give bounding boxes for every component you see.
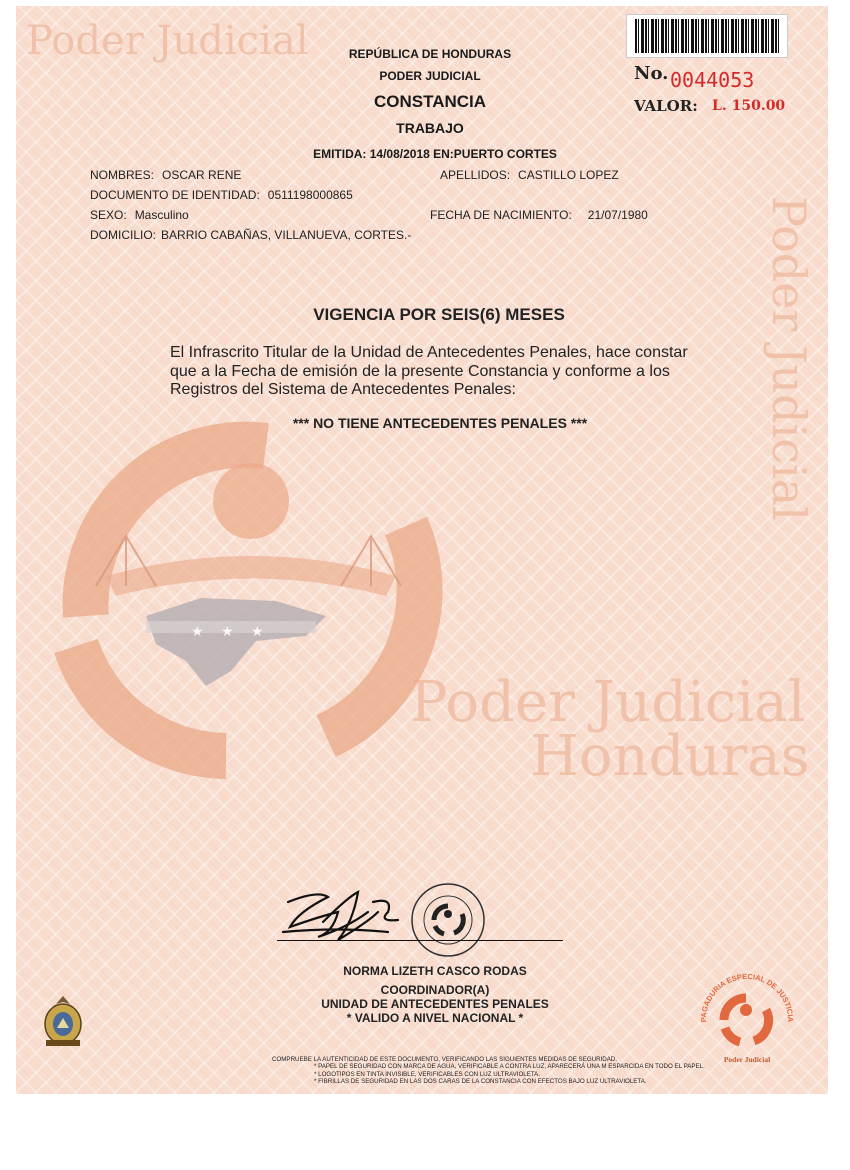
security-note-2: * PAPEL DE SEGURIDAD CON MARCA DE AGUA, VERIFICABLE A CONTRA LUZ, APARECERÁ UNA M ESPARCIDA EN TODO EL PAPEL. xyxy=(314,1063,705,1071)
doc-purpose: TRABAJO xyxy=(396,120,464,136)
header-republic: REPÚBLICA DE HONDURAS xyxy=(348,47,512,61)
honduras-map-watermark xyxy=(146,598,326,686)
sexo-value: Masculino xyxy=(134,208,189,222)
security-notes xyxy=(272,1056,705,1086)
svg-text:★: ★ xyxy=(251,624,264,640)
issued-line: EMITIDA: 14/08/2018 EN:PUERTO CORTES xyxy=(313,147,557,161)
apellidos-value: CASTILLO LOPEZ xyxy=(518,168,619,182)
handwritten-signature xyxy=(278,882,418,952)
valor-value: L. 150.00 xyxy=(712,98,786,114)
watermark-top: Poder Judicial xyxy=(26,18,309,64)
valor-label: VALOR: xyxy=(634,97,698,115)
stamp-bottom-text: Poder Judicial xyxy=(723,1055,771,1064)
official-seal xyxy=(408,880,488,960)
security-note-1: COMPRUEBE LA AUTENTICIDAD DE ESTE DOCUMENTO, VERIFICANDO LAS SIGUIENTES MEDIDAS DE SEGURIDAD. xyxy=(272,1056,618,1063)
sexo-label: SEXO: xyxy=(90,208,127,222)
nombres-value: OSCAR RENE xyxy=(162,168,242,182)
domicilio-label: DOMICILIO: xyxy=(90,228,157,242)
serial-no-label: No. xyxy=(634,63,669,84)
watermark-side: Poder Judicial xyxy=(762,196,816,521)
certification-line-3: Registros del Sistema de Antecedentes Penales: xyxy=(170,381,516,398)
security-note-3: * LOGOTIPOS EN TINTA INVISIBLE, VERIFICABLES CON LUZ ULTRAVIOLETA. xyxy=(314,1070,541,1078)
birth-label: FECHA DE NACIMIENTO: xyxy=(430,208,572,222)
signer-role: COORDINADOR(A) xyxy=(380,983,490,997)
doc-id-value: 0511198000865 xyxy=(267,188,353,202)
validity-scope: * VALIDO A NIVEL NACIONAL * xyxy=(346,1011,524,1025)
watermark-mid-1: Poder Judicial xyxy=(410,670,806,735)
stamp-top-text: PAGADURIA ESPECIAL DE JUSTICIA xyxy=(698,971,796,1023)
doc-type-title: CONSTANCIA xyxy=(373,92,487,111)
svg-text:★: ★ xyxy=(191,624,204,640)
validity-title: VIGENCIA POR SEIS(6) MESES xyxy=(313,305,565,324)
watermark-mid-2: Honduras xyxy=(530,724,810,789)
header-branch: PODER JUDICIAL xyxy=(379,69,481,83)
birth-value: 21/07/1980 xyxy=(587,208,648,222)
signature-line xyxy=(277,940,563,941)
svg-text:★: ★ xyxy=(221,624,234,640)
certification-text xyxy=(170,344,710,400)
judicial-emblem-watermark xyxy=(26,386,486,786)
coat-of-arms-icon xyxy=(40,994,86,1048)
certification-line-1: El Infrascrito Titular de la Unidad de Antecedentes Penales, hace constar xyxy=(170,344,688,361)
domicilio-value: BARRIO CABAÑAS, VILLANUEVA, CORTES.- xyxy=(161,228,412,242)
signer-unit: UNIDAD DE ANTECEDENTES PENALES xyxy=(321,997,549,1011)
pagaduria-stamp xyxy=(692,962,802,1072)
security-note-4: * FIBRILLAS DE SEGURIDAD EN LAS DOS CARAS DE LA CONSTANCIA CON EFECTOS BAJO LUZ ULTRAVIOLETA. xyxy=(314,1078,647,1086)
nombres-label: NOMBRES: xyxy=(90,168,155,182)
serial-no-value: 0044053 xyxy=(670,68,755,92)
result-statement: *** NO TIENE ANTECEDENTES PENALES *** xyxy=(292,415,588,431)
apellidos-label: APELLIDOS: xyxy=(440,168,511,182)
certification-line-2: que a la Fecha de emisión de la presente Constancia y conforme a los xyxy=(170,362,670,380)
doc-id-label: DOCUMENTO DE IDENTIDAD: xyxy=(90,188,260,202)
signer-name: NORMA LIZETH CASCO RODAS xyxy=(343,964,527,978)
